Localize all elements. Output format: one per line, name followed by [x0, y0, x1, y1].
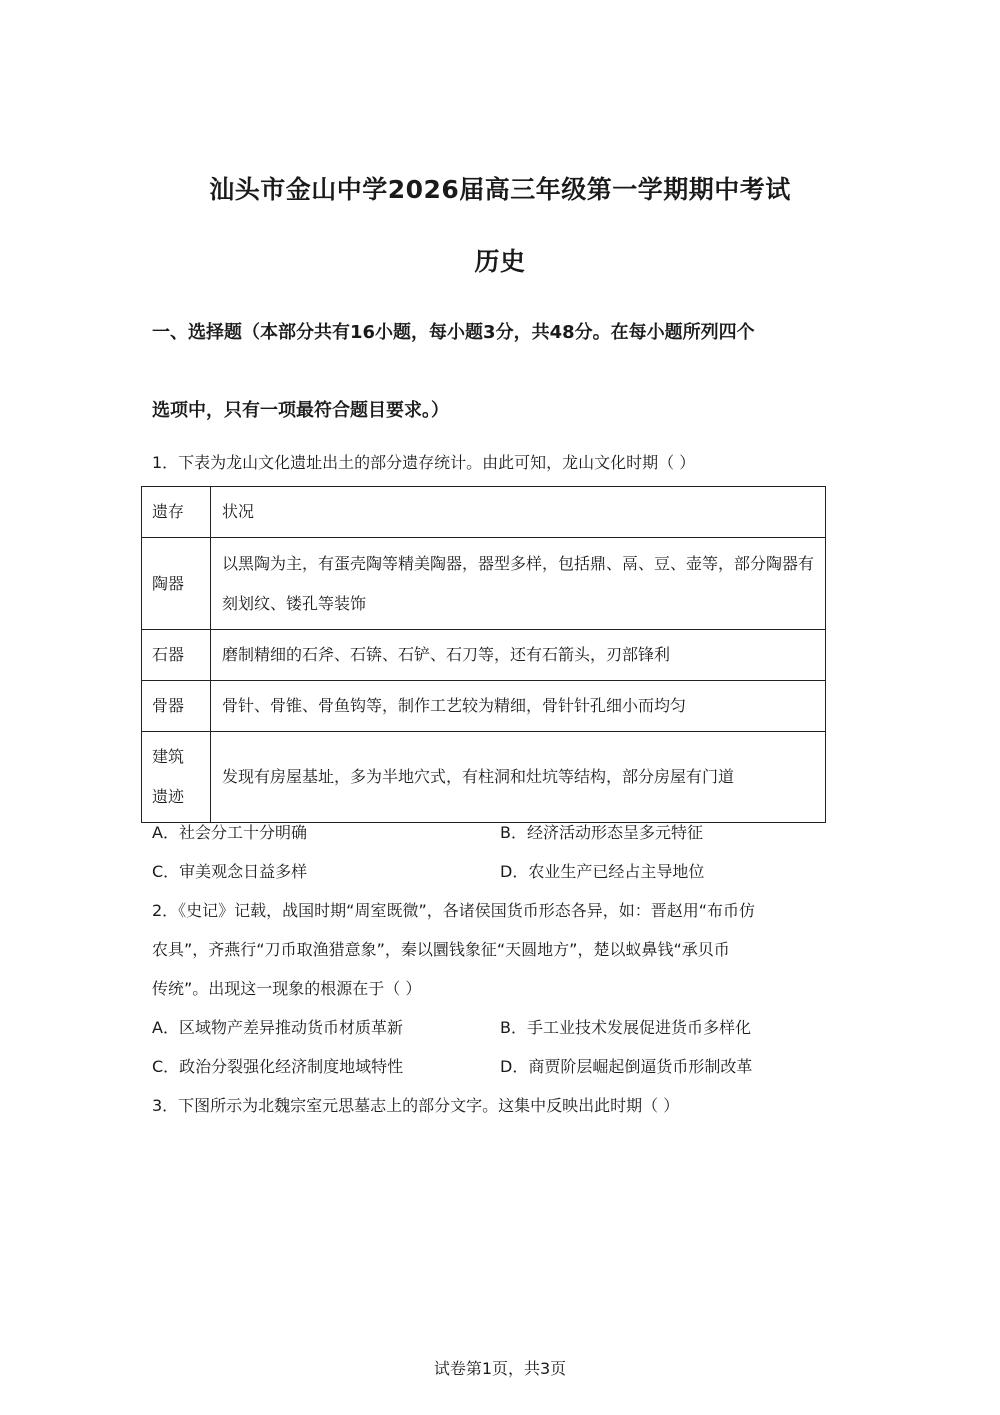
table-cell-value: 骨针、骨锥、骨鱼钩等，制作工艺较为精细，骨针针孔细小而均匀 [211, 681, 826, 732]
table-cell-key: 石器 [142, 630, 211, 681]
table-cell-key: 建筑遗迹 [142, 732, 211, 823]
question-2-stem-line-2: 农具”，齐燕行“刀币取渔猎意象”，秦以圜钱象征“天圆地方”，楚以蚁鼻钱“承贝币 [152, 940, 730, 959]
table-row [142, 732, 826, 823]
section-heading-line-1: 一、选择题（本部分共有16小题，每小题3分，共48分。在每小题所列四个 [152, 322, 755, 343]
table-header-cell: 遗存 [142, 487, 211, 538]
table-cell-key: 陶器 [142, 538, 211, 630]
question-1-option-d: D．农业生产已经占主导地位 [500, 862, 705, 881]
question-2-option-d: D．商贾阶层崛起倒逼货币形制改革 [500, 1057, 753, 1076]
question-2-stem-line-3: 传统”。出现这一现象的根源在于（ ） [152, 979, 422, 998]
question-1-stem: 1．下表为龙山文化遗址出土的部分遗存统计。由此可知，龙山文化时期（ ） [152, 453, 696, 472]
table-row [142, 630, 826, 681]
page-footer: 试卷第1页，共3页 [433, 1359, 567, 1378]
table-cell-key: 骨器 [142, 681, 211, 732]
table-cell-value: 发现有房屋基址，多为半地穴式，有柱洞和灶坑等结构，部分房屋有门道 [211, 732, 826, 823]
table-cell-value: 以黑陶为主，有蛋壳陶等精美陶器，器型多样，包括鼎、鬲、豆、壶等，部分陶器有刻划纹、镂孔等装饰 [211, 538, 826, 630]
question-1-option-a: A．社会分工十分明确 [152, 823, 307, 842]
table-header-cell: 状况 [211, 487, 826, 538]
table-row [142, 538, 826, 630]
question-2-option-c: C．政治分裂强化经济制度地域特性 [152, 1057, 404, 1076]
table-cell-value: 磨制精细的石斧、石锛、石铲、石刀等，还有石箭头，刃部锋利 [211, 630, 826, 681]
table-header-row [142, 487, 826, 538]
question-1-option-b: B．经济活动形态呈多元特征 [500, 823, 703, 842]
question-2-option-a: A．区域物产差异推动货币材质革新 [152, 1018, 403, 1037]
question-3-stem: 3．下图所示为北魏宗室元思墓志上的部分文字。这集中反映出此时期（ ） [152, 1096, 680, 1115]
section-heading-line-2: 选项中，只有一项最符合题目要求。） [152, 400, 449, 421]
question-1-option-c: C．审美观念日益多样 [152, 862, 308, 881]
question-2-stem-line-1: 2．《史记》记载，战国时期“周室既微”，各诸侯国货币形态各异，如：晋赵用“布币仿 [152, 901, 756, 920]
question-2-option-b: B．手工业技术发展促进货币多样化 [500, 1018, 751, 1037]
question-1-table [141, 486, 826, 823]
exam-title: 汕头市金山中学2026届高三年级第一学期期中考试 [209, 175, 791, 204]
exam-subject: 历史 [474, 247, 526, 276]
table-row [142, 681, 826, 732]
